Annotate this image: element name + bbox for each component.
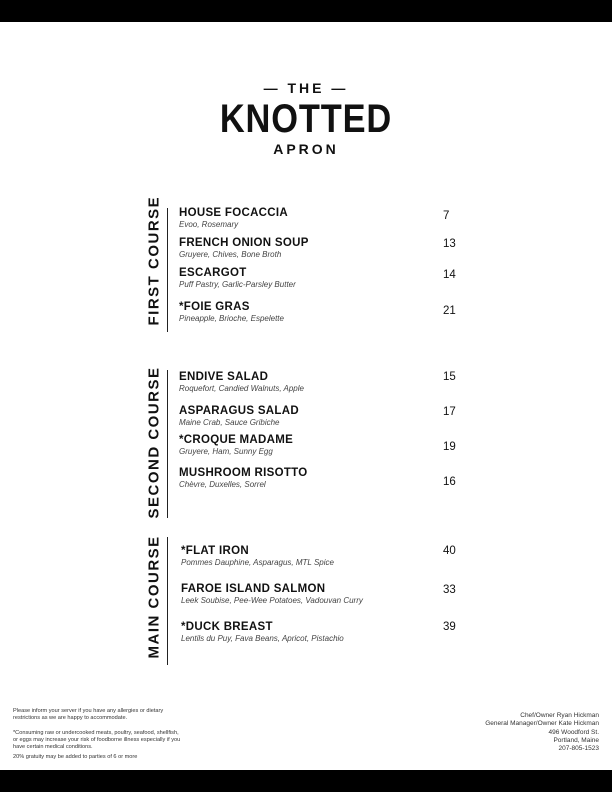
item-price: 7 xyxy=(443,210,450,222)
footer-line: or eggs may increase your risk of foodborne illness especially if you xyxy=(13,737,181,743)
menu-item xyxy=(179,236,309,260)
footer-gratuity-note xyxy=(13,754,213,761)
section-label-main-course: MAIN COURSE xyxy=(145,535,163,659)
footer-allergy-note xyxy=(13,708,213,722)
logo-apron: APRON xyxy=(273,141,339,157)
item-name: ESCARGOT xyxy=(179,267,247,279)
menu-item xyxy=(179,370,304,394)
item-desc: Maine Crab, Sauce Gribiche xyxy=(179,418,280,427)
menu-item xyxy=(181,544,334,568)
item-desc: Lentils du Puy, Fava Beans, Apricot, Pistachio xyxy=(181,634,344,643)
footer-chef: Chef/Owner Ryan Hickman xyxy=(520,712,599,719)
footer-consume-note xyxy=(13,730,213,751)
item-name: HOUSE FOCACCIA xyxy=(179,207,288,219)
menu-item xyxy=(179,300,284,324)
item-desc: Chèvre, Duxelles, Sorrel xyxy=(179,480,266,489)
item-name: *FLAT IRON xyxy=(181,545,249,557)
item-name: FRENCH ONION SOUP xyxy=(179,237,309,249)
footer-city: Portland, Maine xyxy=(553,736,599,744)
item-price: 40 xyxy=(443,545,456,557)
section-label-first-course: FIRST COURSE xyxy=(145,195,163,326)
item-price: 15 xyxy=(443,371,456,383)
footer-contact xyxy=(485,712,599,753)
item-desc: Leek Soubise, Pee-Wee Potatoes, Vadouvan Curry xyxy=(181,596,363,605)
item-desc: Gruyere, Ham, Sunny Egg xyxy=(179,447,273,456)
item-desc: Gruyere, Chives, Bone Broth xyxy=(179,250,282,259)
item-name: MUSHROOM RISOTTO xyxy=(179,467,308,479)
item-name: ENDIVE SALAD xyxy=(179,371,269,383)
item-name: *FOIE GRAS xyxy=(179,301,250,313)
item-name: *DUCK BREAST xyxy=(181,621,273,633)
item-desc: Puff Pastry, Garlic-Parsley Butter xyxy=(179,280,296,289)
divider-main-course xyxy=(167,537,168,665)
menu-item xyxy=(179,433,293,457)
item-price: 21 xyxy=(443,305,456,317)
item-name: *CROQUE MADAME xyxy=(179,434,294,446)
item-price: 14 xyxy=(443,269,456,281)
item-price: 19 xyxy=(443,441,456,453)
menu-item xyxy=(181,582,363,606)
footer-line: Please inform your server if you have any allergies or dietary xyxy=(13,708,164,714)
item-price: 16 xyxy=(443,476,456,488)
divider-second-course xyxy=(167,370,168,518)
menu-page xyxy=(0,22,612,770)
footer-line: *Consuming raw or undercooked meats, poultry, seafood, shellfish, xyxy=(13,730,179,736)
footer-line: restrictions as we are happy to accommodate. xyxy=(13,715,128,721)
item-desc: Roquefort, Candied Walnuts, Apple xyxy=(179,384,304,393)
logo-the: — THE — xyxy=(263,80,349,96)
item-desc: Evoo, Rosemary xyxy=(179,220,239,229)
footer-line: have certain medical conditions. xyxy=(13,744,93,750)
item-desc: Pommes Dauphine, Asparagus, MTL Spice xyxy=(181,558,334,567)
divider-first-course xyxy=(167,208,168,332)
item-price: 13 xyxy=(443,238,456,250)
menu-item xyxy=(179,266,296,290)
item-name: ASPARAGUS SALAD xyxy=(179,405,299,417)
footer-line: 20% gratuity may be added to parties of 6 or more xyxy=(13,754,138,760)
item-name: FAROE ISLAND SALMON xyxy=(181,583,326,595)
footer-phone: 207-805-1523 xyxy=(558,745,599,753)
section-label-second-course: SECOND COURSE xyxy=(145,366,163,519)
item-price: 33 xyxy=(443,584,456,596)
menu-item xyxy=(179,404,299,428)
footer-address: 496 Woodford St. xyxy=(548,728,599,736)
item-price: 17 xyxy=(443,406,456,418)
menu-item xyxy=(181,620,344,644)
item-desc: Pineapple, Brioche, Espelette xyxy=(179,314,284,323)
footer-gm: General Manager/Owner Kate Hickman xyxy=(485,720,599,728)
menu-item xyxy=(179,206,288,230)
menu-item xyxy=(179,466,308,490)
item-price: 39 xyxy=(443,621,456,633)
logo-knotted: KNOTTED xyxy=(219,97,393,141)
